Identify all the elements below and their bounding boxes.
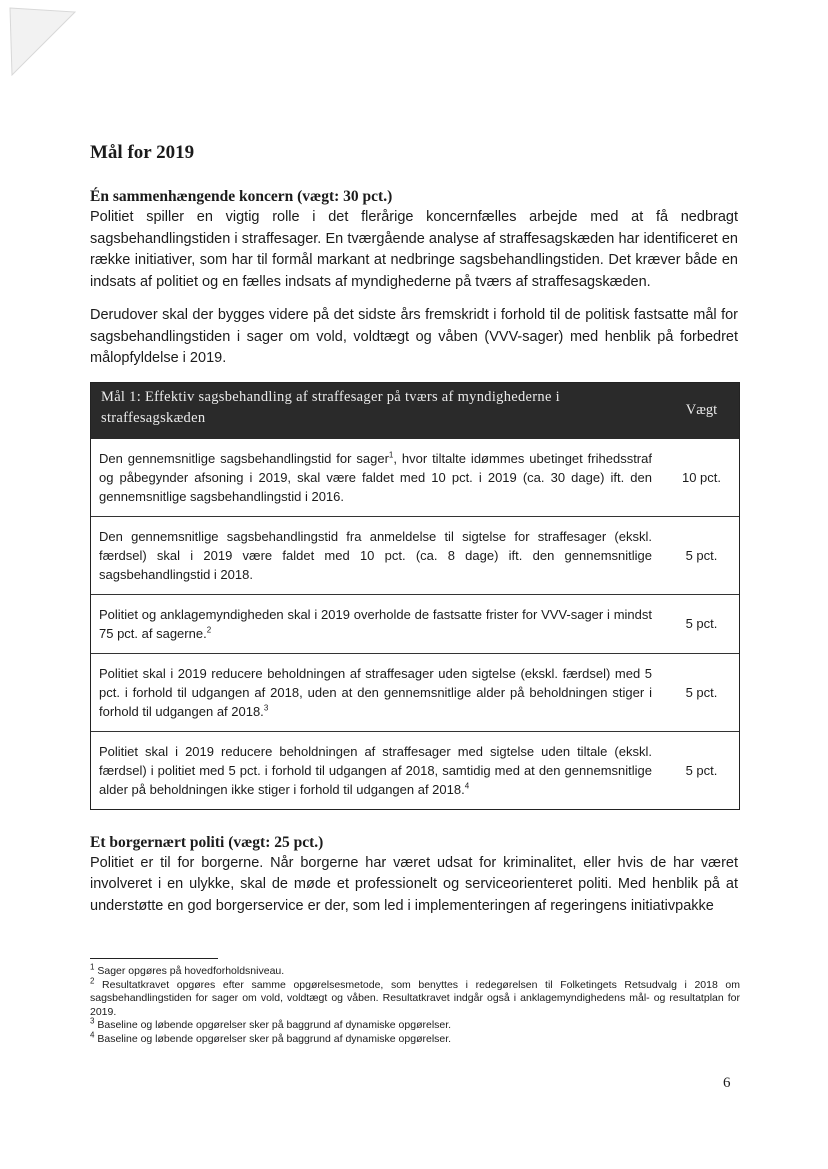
- footnote-ref: 2: [206, 625, 212, 635]
- footnote-1: $^1$ Sager opgøres på hovedforholdsniveau.: [90, 962, 285, 977]
- footnote-ref: 3: [263, 703, 269, 713]
- footnote-ref: 1: [388, 450, 394, 460]
- goal-row-text: Politiet skal i 2019 reducere beholdningen af straffesager med sigtelse uden tiltale (ekskl. færdsel) i politiet med 5 pct. i forhold til udgangen af 2018, samtidig med at den gennemsnitlige alder på beholdningen ikke stiger i forhold til udgangen af 2018.$^4$: [99, 743, 652, 797]
- goal-row: [91, 731, 739, 809]
- goal-row: [91, 516, 739, 594]
- goal-row: [91, 594, 739, 653]
- footnote-divider: [90, 958, 218, 959]
- footnote-2: $^2$ Resultatkravet opgøres efter samme opgørelsesmetode, som benyttes i redegørelsen til Folketingets Retsudvalg i 2018 om sagsbehandlingstiden for sager om vold, voldtægt og våben. Resultatkravet indgår også i anklagemyndighedens mål- og resultatplan for 2019.: [90, 976, 740, 1018]
- section2-title: Et borgernært politi (vægt: 25 pct.): [90, 833, 324, 851]
- goal-table-weight-header: Vægt: [685, 402, 718, 418]
- goal-row-text: Den gennemsnitlige sagsbehandlingstid for sager$^1$, hvor tiltalte idømmes ubetinget frihedsstraf og påbegynder afsoning i 2019, skal være faldet med 10 pct. i 2019 (ca. 30 dage) ift. den gennemsnitlige sagsbehandlingstid i 2016.: [99, 450, 652, 504]
- footnote-4: $^4$ Baseline og løbende opgørelser sker på baggrund af dynamiske opgørelser.: [90, 1030, 452, 1045]
- goal-row-text: Politiet og anklagemyndigheden skal i 2019 overholde de fastsatte frister for VVV-sager i mindst 75 pct. af sagerne.$^2$: [99, 606, 652, 641]
- section1-paragraph-2: Derudover skal der bygges videre på det sidste års fremskridt i forhold til de politisk fastsatte mål for sagsbehandlingstiden i sager om vold, voldtægt og våben (VVV-sager) med henblik på forbedret målopfyldelse i 2019.: [90, 307, 738, 366]
- goal-row-weight: 10 pct.: [681, 469, 722, 485]
- goal-row-weight: 5 pct.: [685, 684, 718, 700]
- goal-row: [91, 653, 739, 731]
- page-number: 6: [723, 1075, 731, 1091]
- page-heading: Mål for 2019: [90, 142, 195, 163]
- section2: [90, 832, 738, 918]
- goal-row-text: Den gennemsnitlige sagsbehandlingstid fra anmeldelse til sigtelse for straffesager (ekskl. færdsel) skal i 2019 være faldet med 10 pct. (ca. 8 dage) ift. den gennemsnitlige sagsbehandlingstid i 2018.: [99, 528, 652, 582]
- footnote-ref: 4: [464, 781, 470, 791]
- page-corner-fold: [0, 0, 80, 80]
- goal-table-title: Mål 1: Effektiv sagsbehandling af straffesager på tværs af myndighederne i straffesagskæden: [101, 388, 560, 426]
- section1-title: Én sammenhængende koncern (vægt: 30 pct.): [90, 188, 393, 205]
- goal-row-weight: 5 pct.: [685, 762, 718, 778]
- goal-row: [91, 439, 739, 516]
- goal-row-weight: 5 pct.: [685, 616, 718, 631]
- goal-table: [90, 382, 740, 810]
- footnote-3: $^3$ Baseline og løbende opgørelser sker på baggrund af dynamiske opgørelser.: [90, 1016, 452, 1031]
- footnotes: [90, 958, 740, 1046]
- page-content: [90, 140, 738, 917]
- goal-table-header: [91, 383, 739, 439]
- section1-paragraph-1: Politiet spiller en vigtig rolle i det flerårige koncernfælles arbejde med at få nedbragt sagsbehandlingstiden i straffesager. En tværgående analyse af straffesagskæden har identificeret en række initiativer, som har til formål markant at nedbringe sagsbehandlingstiden. Det kræver både en indsats af politiet og en fælles indsats af myndighederne på tværs af straffesagskæden.: [90, 209, 738, 290]
- goal-row-text: Politiet skal i 2019 reducere beholdningen af straffesager uden sigtelse (ekskl. færdsel) med 5 pct. i forhold til udgangen af 2018, uden at den gennemsnitlige alder på beholdningen stiger i forhold til udgangen af 2018.$^3$: [99, 665, 652, 719]
- goal-row-weight: 5 pct.: [685, 547, 718, 563]
- section2-paragraph-1: Politiet er til for borgerne. Når borgerne har været udsat for kriminalitet, eller hvis de har været involveret i en ulykke, skal de møde et professionelt og serviceorienteret politi. Med henblik på at understøtte en god borgerservice er der, som led i implementeringen af regeringens initiativpakke: [90, 854, 738, 914]
